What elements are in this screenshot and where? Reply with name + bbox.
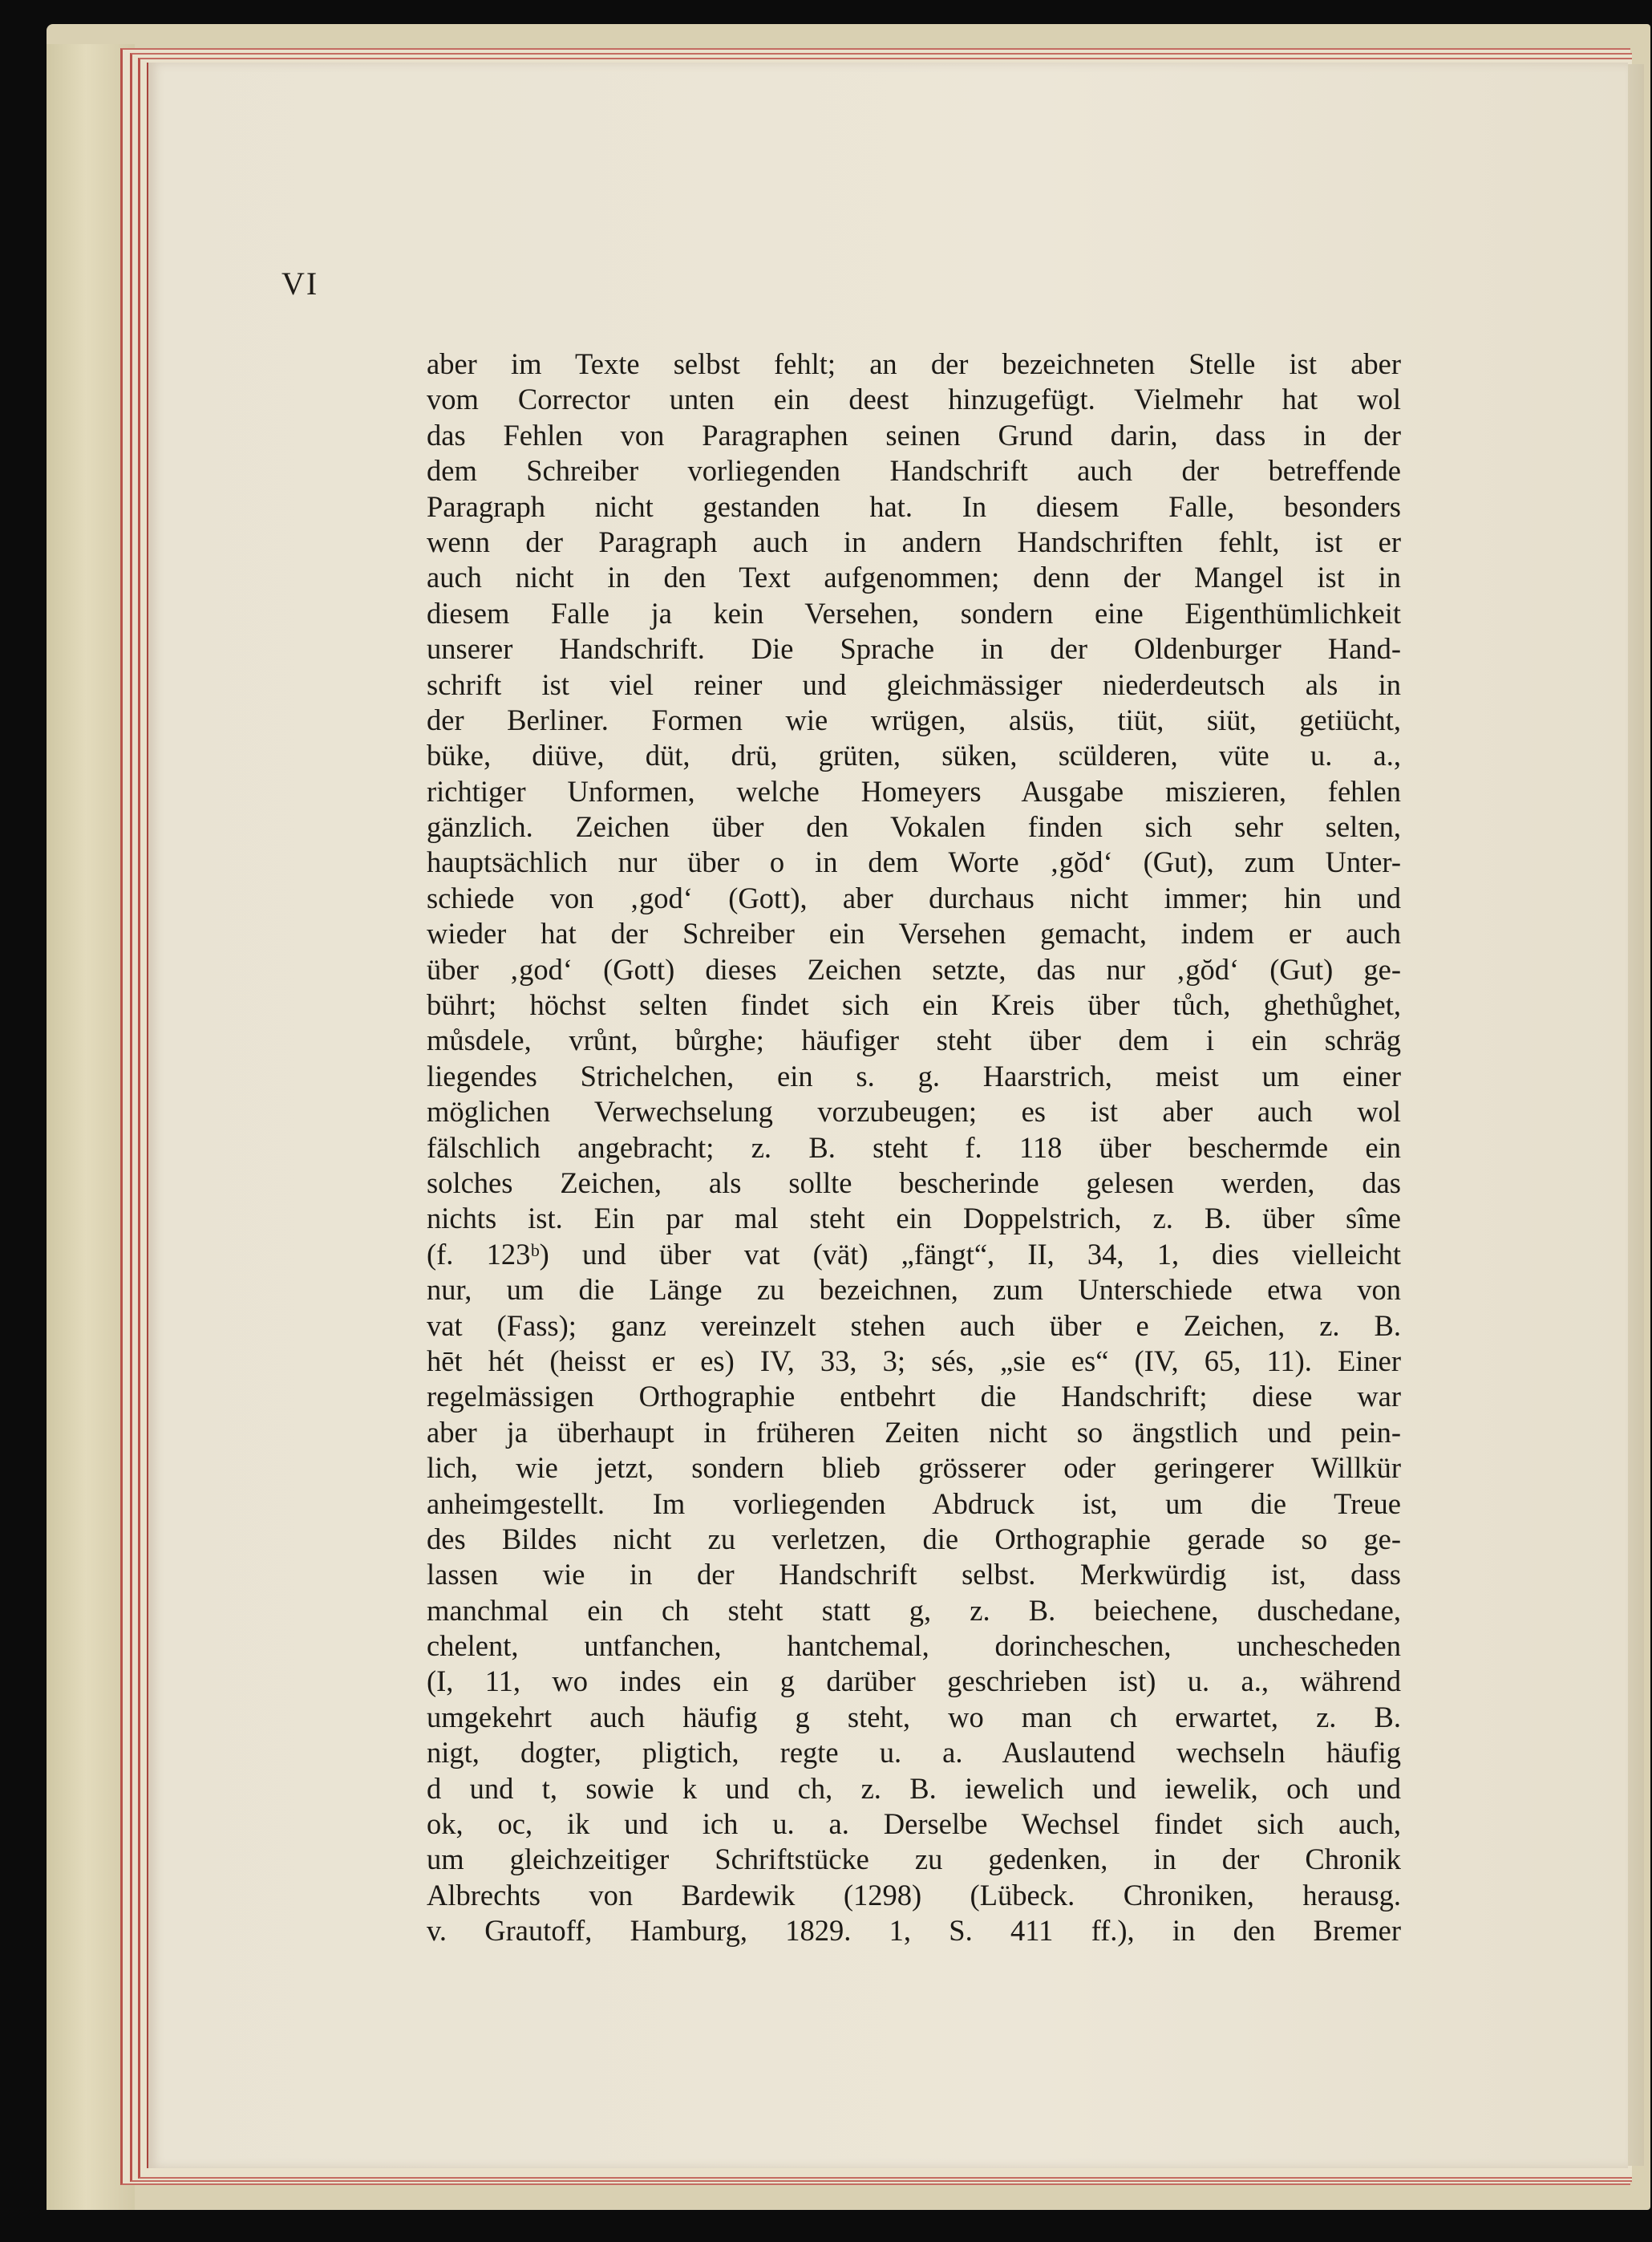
text-line: wenn der Paragraph auch in andern Handschriften fehlt, ist er (427, 525, 1401, 558)
text-line: vat (Fass); ganz vereinzelt stehen auch über e Zeichen, z. B. (427, 1308, 1401, 1342)
text-line: ok, oc, ik und ich u. a. Derselbe Wechsel findet sich auch, (427, 1807, 1401, 1841)
text-line: richtiger Unformen, welche Homeyers Ausgabe miszieren, fehlen (427, 774, 1401, 808)
text-line: dem Schreiber vorliegenden Handschrift auch der betreffende (427, 454, 1401, 488)
text-line: unserer Handschrift. Die Sprache in der Oldenburger Hand- (427, 632, 1401, 666)
text-line: bührt; höchst selten findet sich ein Kreis über tůch, ghethůghet, (427, 988, 1401, 1022)
text-line: umgekehrt auch häufig g steht, wo man ch erwartet, z. B. (427, 1700, 1401, 1733)
text-line: můsdele, vrůnt, bůrghe; häufiger steht über dem i ein schräg (427, 1024, 1401, 1057)
text-line: der Berliner. Formen wie wrügen, alsüs, tiüt, siüt, getiücht, (427, 703, 1401, 736)
text-line: nichts ist. Ein par mal steht ein Doppelstrich, z. B. über sîme (427, 1202, 1401, 1235)
text-line: schiede von ‚god‘ (Gott), aber durchaus nicht immer; hin und (427, 881, 1401, 914)
text-line: über ‚god‘ (Gott) dieses Zeichen setzte, das nur ‚gŏd‘ (Gut) ge- (427, 952, 1401, 986)
text-line: das Fehlen von Paragraphen seinen Grund darin, dass in der (427, 418, 1401, 452)
text-line: auch nicht in den Text aufgenommen; denn der Mangel ist in (427, 561, 1401, 594)
text-line: manchmal ein ch steht statt g, z. B. beiechene, duschedane, (427, 1593, 1401, 1627)
text-line: diesem Falle ja kein Versehen, sondern eine Eigenthümlichkeit (427, 596, 1401, 630)
text-line: möglichen Verwechselung vorzubeugen; es ist aber auch wol (427, 1095, 1401, 1129)
text-line: Albrechts von Bardewik (1298) (Lübeck. Chroniken, herausg. (427, 1878, 1401, 1912)
text-line: schrift ist viel reiner und gleichmässiger niederdeutsch als in (427, 667, 1401, 701)
text-line: liegendes Strichelchen, ein s. g. Haarstrich, meist um einer (427, 1059, 1401, 1093)
text-line: (I, 11, wo indes ein g darüber geschrieben ist) u. a., während (427, 1664, 1401, 1698)
text-line: regelmässigen Orthographie entbehrt die Handschrift; diese war (427, 1380, 1401, 1413)
text-line: wieder hat der Schreiber ein Versehen gemacht, indem er auch (427, 917, 1401, 951)
text-line: hēt hét (heisst er es) IV, 33, 3; sés, „sie es“ (IV, 65, 11). Einer (427, 1344, 1401, 1377)
text-line: vom Corrector unten ein deest hinzugefügt. Vielmehr hat wol (427, 383, 1401, 416)
text-line: d und t, sowie k und ch, z. B. iewelich und iewelik, och und (427, 1771, 1401, 1805)
text-line: nigt, dogter, pligtich, regte u. a. Auslautend wechseln häufig (427, 1736, 1401, 1770)
text-line: anheimgestellt. Im vorliegenden Abdruck ist, um die Treue (427, 1486, 1401, 1520)
text-line: gänzlich. Zeichen über den Vokalen finden sich sehr selten, (427, 810, 1401, 844)
text-line: büke, diüve, düt, drü, grüten, süken, scülderen, vüte u. a., (427, 739, 1401, 772)
text-line: lassen wie in der Handschrift selbst. Merkwürdig ist, dass (427, 1558, 1401, 1591)
page-number: VI (281, 266, 319, 302)
text-line: des Bildes nicht zu verletzen, die Orthographie gerade so ge- (427, 1522, 1401, 1555)
text-line: um gleichzeitiger Schriftstücke zu gedenken, in der Chronik (427, 1843, 1401, 1876)
text-line: solches Zeichen, als sollte bescherinde gelesen werden, das (427, 1166, 1401, 1199)
text-line: aber ja überhaupt in früheren Zeiten nicht so ängstlich und pein- (427, 1415, 1401, 1449)
text-line: chelent, untfanchen, hantchemal, dorincheschen, uncheschеden (427, 1629, 1401, 1663)
text-line: hauptsächlich nur über o in dem Worte ‚gŏd‘ (Gut), zum Unter- (427, 845, 1401, 879)
body-text (427, 347, 1401, 1949)
text-line: Paragraph nicht gestanden hat. In diesem Falle, besonders (427, 489, 1401, 523)
text-line: lich, wie jetzt, sondern blieb grösserer oder geringerer Willkür (427, 1451, 1401, 1485)
text-line: nur, um die Länge zu bezeichnen, zum Unterschiede etwa von (427, 1273, 1401, 1307)
text-line: aber im Texte selbst fehlt; an der bezeichneten Stelle ist aber (427, 347, 1401, 380)
text-line: fälschlich angebracht; z. B. steht f. 118 über beschermde ein (427, 1130, 1401, 1164)
text-line: v. Grautoff, Hamburg, 1829. 1, S. 411 ff.), in den Bremer (427, 1914, 1401, 1948)
text-line: (f. 123ᵇ) und über vat (vät) „fängt“, II, 34, 1, dies vielleicht (427, 1237, 1401, 1271)
